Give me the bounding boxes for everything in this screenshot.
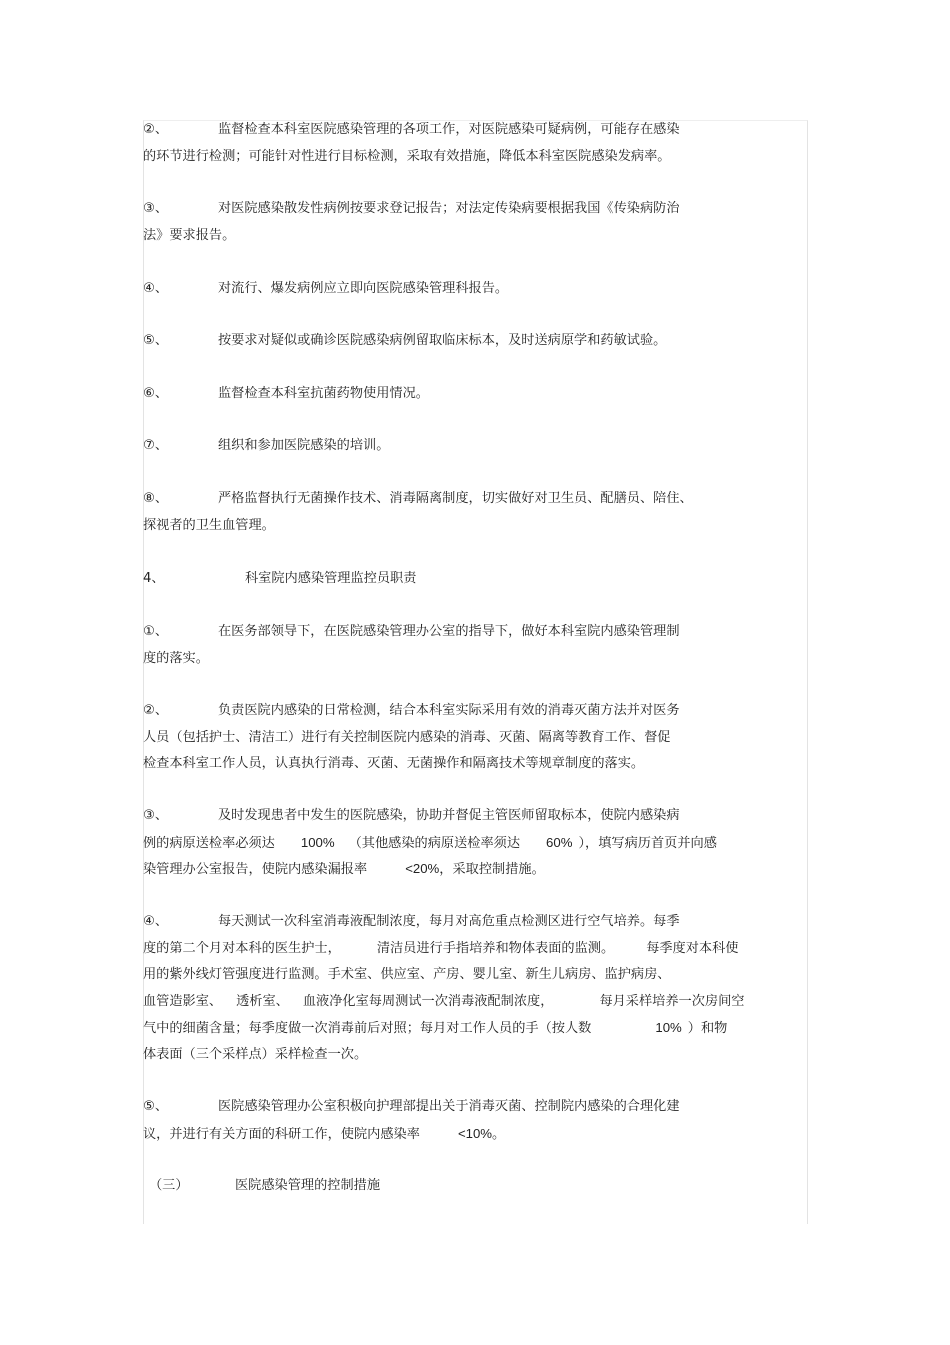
item-text: 度的落实。 [143, 650, 209, 666]
item-number: ②、 [143, 122, 169, 137]
item-text: 染管理办公室报告，使院内感染漏报率 [143, 862, 368, 877]
list-item [143, 803, 717, 883]
item-text: 人员（包括护士、清洁工）进行有关控制医院内感染的消毒、灭菌、隔离等教育工作、督促 [143, 729, 671, 745]
list-item [143, 619, 680, 672]
item-text: ，采取控制措施。 [439, 862, 545, 877]
item-text: 监督检查本科室抗菌药物使用情况。 [218, 386, 429, 401]
list-item [143, 196, 680, 249]
item-text: （其他感染的病原送检率须达 [348, 835, 521, 851]
item-number: ①、 [143, 624, 169, 639]
item-text: 探视者的卫生血管理。 [143, 517, 275, 533]
list-item [143, 698, 680, 778]
item-text: ），填写病历首页并向感 [578, 835, 717, 851]
section-heading [143, 566, 416, 593]
item-text: 严格监督执行无菌操作技术、消毒隔离制度，切实做好对卫生员、配膳员、陪住、 [218, 491, 693, 506]
list-item [143, 486, 693, 539]
percent-value: <10% [457, 1125, 493, 1141]
list-item [143, 276, 508, 303]
section-heading [143, 1173, 380, 1200]
item-text: 对医院感染散发性病例按要求登记报告；对法定传染病要根据我国《传染病防治 [218, 201, 680, 216]
percent-value: 10% [655, 1020, 682, 1035]
item-text: 及时发现患者中发生的医院感染，协助并督促主管医师留取标本，使院内感染病 [218, 808, 680, 823]
item-text: 议，并进行有关方面的科研工作，使院内感染率 [143, 1126, 420, 1142]
item-text: 负责医院内感染的日常检测，结合本科室实际采用有效的消毒灭菌方法并对医务 [218, 703, 680, 718]
percent-value: <20% [405, 861, 440, 876]
section-number: （三） [149, 1178, 189, 1193]
list-item [143, 433, 389, 460]
item-number: ③、 [143, 201, 169, 216]
percent-value: 100% [300, 834, 335, 850]
item-text: 。 [492, 1126, 506, 1142]
item-text: 透析室、 [236, 993, 289, 1009]
item-number: ⑧、 [143, 491, 169, 506]
item-text: 每月采样培养一次房间空 [599, 993, 745, 1009]
item-number: ⑤、 [143, 1099, 169, 1114]
item-text: 体表面（三个采样点）采样检查一次。 [143, 1046, 368, 1062]
item-number: ⑤、 [143, 333, 169, 348]
item-text: 在医务部领导下，在医院感染管理办公室的指导下，做好本科室院内感染管理制 [218, 624, 680, 639]
item-text: 例的病原送检率必须达 [143, 835, 275, 851]
item-text: 对流行、爆发病例应立即向医院感染管理科报告。 [218, 281, 509, 296]
list-item [143, 1094, 680, 1147]
item-number: ⑦、 [143, 438, 169, 453]
item-text: 血液净化室每周测试一次消毒液配制浓度， [302, 993, 554, 1009]
list-item [143, 328, 666, 355]
item-text: 血管造影室、 [143, 993, 223, 1009]
list-item [143, 909, 745, 1068]
item-text: 组织和参加医院感染的培训。 [218, 438, 390, 453]
item-number: ④、 [143, 914, 169, 929]
list-item [143, 381, 429, 408]
section-title: 医院感染管理的控制措施 [235, 1178, 381, 1193]
item-text: 检查本科室工作人员，认真执行消毒、灭菌、无菌操作和隔离技术等规章制度的落实。 [143, 756, 645, 771]
list-item [143, 117, 680, 170]
item-text: ）和物 [687, 1021, 728, 1036]
item-number: ③、 [143, 808, 169, 823]
item-number: ④、 [143, 281, 169, 296]
item-text: 医院感染管理办公室积极向护理部提出关于消毒灭菌、控制院内感染的合理化建 [218, 1099, 680, 1114]
percent-value: 60% [546, 834, 573, 850]
item-text: 用的紫外线灯管强度进行监测。手术室、供应室、产房、婴儿室、新生儿病房、监护病房、 [143, 967, 671, 982]
item-text: 每季度对本科使 [646, 940, 739, 956]
item-text: 每天测试一次科室消毒液配制浓度，每月对高危重点检测区进行空气培养。每季 [218, 914, 680, 929]
item-text: 清洁员进行手指培养和物体表面的监测。 [376, 940, 615, 956]
item-number: ⑥、 [143, 386, 169, 401]
item-text: 度的第二个月对本科的医生护士， [143, 940, 341, 956]
item-text: 监督检查本科室医院感染管理的各项工作，对医院感染可疑病例，可能存在感染 [218, 122, 680, 137]
item-text: 按要求对疑似或确诊医院感染病例留取临床标本，及时送病原学和药敏试验。 [218, 333, 667, 348]
section-title: 科室院内感染管理监控员职责 [245, 571, 417, 586]
item-text: 的环节进行检测；可能针对性进行目标检测，采取有效措施，降低本科室医院感染发病率。 [143, 148, 671, 164]
item-text: 气中的细菌含量；每季度做一次消毒前后对照；每月对工作人员的手（按人数 [143, 1021, 592, 1036]
section-number: 4、 [143, 571, 165, 586]
item-text: 法》要求报告。 [143, 227, 236, 243]
item-number: ②、 [143, 703, 169, 718]
